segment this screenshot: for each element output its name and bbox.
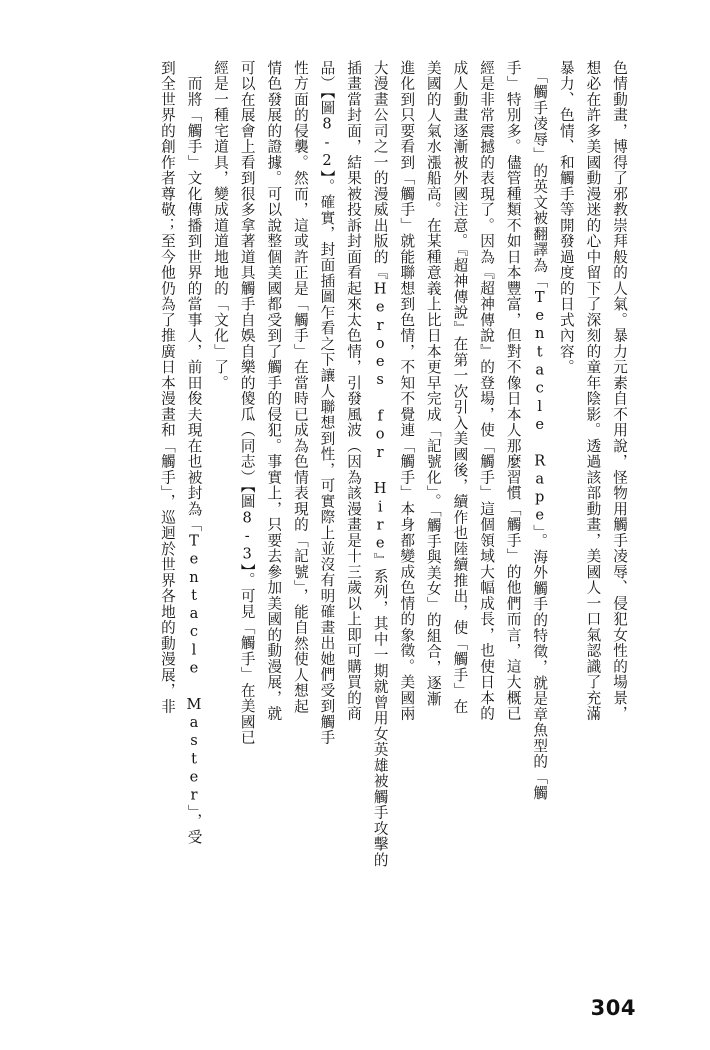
text-column: 進化到只要看到「觸手」就能聯想到色情，不知不覺連「觸手」本身都變成色情的象徵。美國兩 bbox=[398, 60, 416, 722]
text-column: 到全世界的創作者尊敬；至今他仍為了推廣日本漫畫和「觸手」，巡迴於世界各地的動漫展，非 bbox=[158, 60, 176, 715]
text-column: 色情動畫，博得了邪教崇拜般的人氣。暴力元素自不用說，怪物用觸手凌辱、侵犯女性的場景， bbox=[611, 60, 628, 722]
page-number: 304 bbox=[590, 996, 636, 1020]
text-column: 美國的人氣水漲船高。在某種意義上比日本更早完成「記號化」。「觸手與美女」的組合，逐漸 bbox=[424, 60, 442, 707]
text-column: 情色發展的證據。可以說整個美國都受到了觸手的侵犯。事實上，只要去參加美國的動漫展，就 bbox=[265, 60, 283, 722]
vertical-text-body bbox=[86, 60, 632, 964]
text-column: 「觸手凌辱」的英文被翻譯為「Tentacle Rape」。海外觸手的特徵，就是章魚型的「觸 bbox=[531, 60, 549, 802]
text-column: 經是非常震撼的表現了。因為『超神傳說』的登場，使「觸手」這個領域大幅成長，也使日本的 bbox=[478, 60, 496, 722]
text-column: 想必在許多美國動漫迷的心中留下了深刻的童年陰影。透過該部動畫，美國人一口氣認識了充滿 bbox=[584, 60, 602, 722]
text-column: 插畫當封面，結果被投訴封面看起來太色情，引發風波（因為該漫畫是十三歲以上即可購買的商 bbox=[345, 60, 363, 722]
text-column: 可以在展會上看到很多拿著道具觸手自娛自樂的傻瓜（同志）【圖8-3】。可見「觸手」在美國已 bbox=[238, 60, 256, 746]
text-column: 大漫畫公司之一的漫威出版的『Heroes for Hire』系列，其中一期就曾用女英雄被觸手攻擊的 bbox=[371, 60, 389, 868]
text-column: 品）【圖8-2】。確實，封面插圖乍看之下讓人聯想到性，可實際上並沒有明確畫出她們受到觸手 bbox=[318, 60, 336, 746]
text-column: 性方面的侵襲。然而，這或許正是「觸手」在當時已成為色情表現的「記號」，能自然使人想起 bbox=[291, 60, 309, 715]
text-column: 經是一種宅道具，變成道道地地的「文化」了。 bbox=[212, 60, 230, 391]
text-column: 而將「觸手」文化傳播到世界的當事人，前田俊夫現在也被封為「Tentacle Master」，受 bbox=[185, 60, 203, 845]
text-column: 成人動畫逐漸被外國注意。『超神傳說』在第一次引入美國後，續作也陸續推出，使「觸手」在 bbox=[451, 60, 469, 715]
text-column: 暴力、色情、和觸手等開發過度的日式內容。 bbox=[557, 60, 575, 375]
text-column: 手」特別多。儘管種類不如日本豐富，但對不像日本人那麼習慣「觸手」的他們而言，這大概已 bbox=[504, 60, 522, 722]
